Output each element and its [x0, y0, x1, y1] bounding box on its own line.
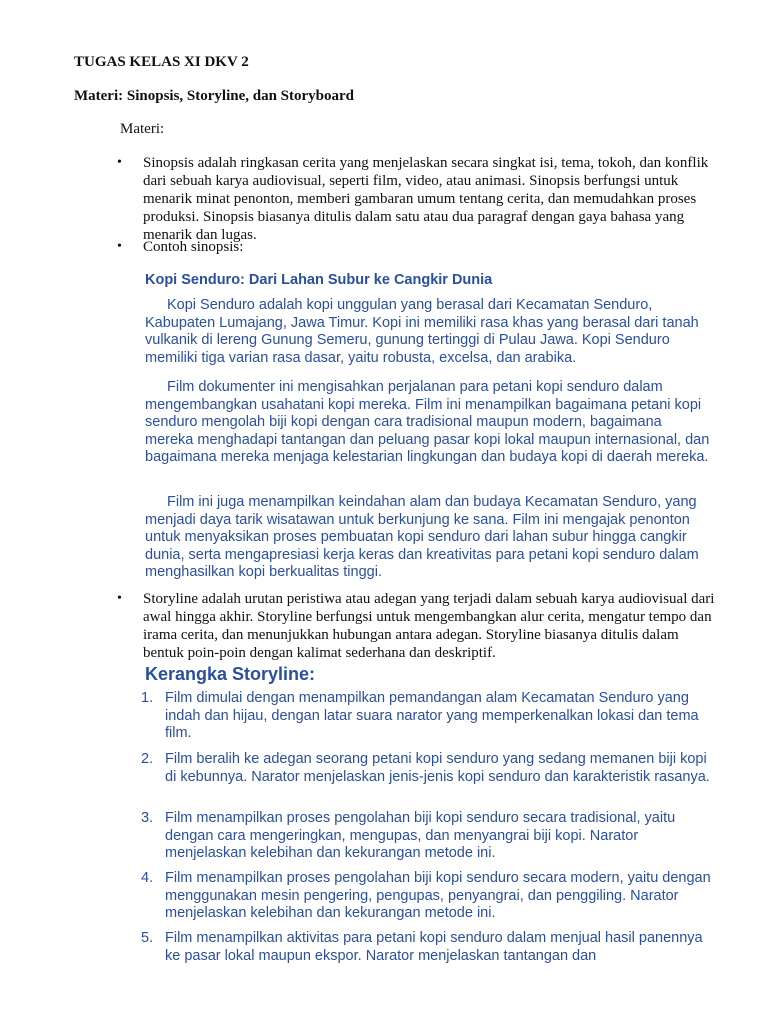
storyline-item — [141, 690, 720, 743]
item-number: 3. — [141, 810, 154, 826]
storyline-item — [141, 810, 720, 863]
bullet-contoh: • Contoh sinopsis: — [143, 238, 718, 256]
storyline-item — [141, 751, 720, 786]
example-title: Kopi Senduro: Dari Lahan Subur ke Cangkir Dunia — [145, 272, 493, 288]
example-paragraph-1: Kopi Senduro adalah kopi unggulan yang berasal dari Kecamatan Senduro, Kabupaten Lumajang, Jawa Timur. Kopi ini memiliki rasa khas yang berasal dari tanah vulkanik di lereng Gunung Semeru, gunung tertinggi di Pulau Jawa. Kopi Senduro memiliki tiga varian rasa dasar, yaitu robusta, excelsa, dan arabika. — [145, 297, 699, 366]
storyline-item — [141, 930, 720, 965]
bullet-sinopsis: • Sinopsis adalah ringkasan cerita yang menjelaskan secara singkat isi, tema, tokoh, dan konflik dari sebuah karya audiovisual, seperti film, video, atau animasi. Sinopsis berfungsi untuk menarik minat penonton, memberi gambaran umum tentang cerita, dan memudahkan proses produksi. Sinopsis biasanya ditulis dalam satu atau dua paragraf dengan gaya bahasa yang menarik dan lugas. — [143, 154, 718, 244]
item-number: 1. — [141, 690, 154, 706]
example-paragraph-2: Film dokumenter ini mengisahkan perjalanan para petani kopi senduro dalam mengembangkan usahatani kopi mereka. Film ini menampilkan bagaimana petani kopi senduro mengolah biji kopi dengan cara tradisional maupun modern, bagaimana mereka menghadapi tantangan dan peluang pasar kopi lokal maupun internasional, dan bagaimana mereka menjaga kelestarian lingkungan dan budaya kopi di daerah mereka. — [145, 379, 710, 465]
item-number: 2. — [141, 751, 154, 767]
storyline-item — [141, 870, 720, 923]
storyline-title: Kerangka Storyline: — [145, 664, 316, 684]
item-text: Film menampilkan aktivitas para petani kopi senduro dalam menjual hasil panennya ke pasar lokal maupun ekspor. Narator menjelaskan tantangan dan — [165, 930, 703, 964]
item-text: Film menampilkan proses pengolahan biji kopi senduro secara tradisional, yaitu dengan cara mengeringkan, mengupas, dan menyangrai biji kopi. Narator menjelaskan kelebihan dan kekurangan metode ini. — [165, 810, 676, 861]
item-text: Film dimulai dengan menampilkan pemandangan alam Kecamatan Senduro yang indah dan hijau, dengan latar suara narator yang memperkenalkan lokasi dan tema film. — [165, 690, 699, 741]
materi-label: Materi: — [120, 121, 165, 137]
item-number: 4. — [141, 870, 154, 886]
item-number: 5. — [141, 930, 154, 946]
item-text: Film beralih ke adegan seorang petani kopi senduro yang sedang memanen biji kopi di kebunnya. Narator menjelaskan jenis-jenis kopi senduro dan karakteristik rasanya. — [165, 751, 710, 785]
example-paragraph-3: Film ini juga menampilkan keindahan alam dan budaya Kecamatan Senduro, yang menjadi daya tarik wisatawan untuk berkunjung ke sana. Film ini mengajak penonton untuk menyaksikan proses pembuatan kopi senduro dari lahan subur hingga cangkir dunia, serta mengapresiasi kerja keras dan kreativitas para petani kopi senduro dalam menghasilkan kopi berkualitas tinggi. — [145, 494, 699, 580]
bullet-storyline: • Storyline adalah urutan peristiwa atau adegan yang terjadi dalam sebuah karya audiovisual dari awal hingga akhir. Storyline berfungsi untuk mengembangkan alur cerita, mengatur tempo dan irama cerita, dan menunjukkan hubungan antara adegan. Storyline biasanya ditulis dalam bentuk poin-poin dengan kalimat sederhana dan deskriptif. — [143, 590, 718, 662]
doc-title: TUGAS KELAS XI DKV 2 — [74, 54, 249, 70]
doc-subtitle: Materi: Sinopsis, Storyline, dan Storyboard — [74, 88, 355, 104]
item-text: Film menampilkan proses pengolahan biji kopi senduro secara modern, yaitu dengan menggunakan mesin pengering, pengupas, penyangrai, dan penggiling. Narator menjelaskan kelebihan dan kekurangan metode ini. — [165, 870, 711, 921]
